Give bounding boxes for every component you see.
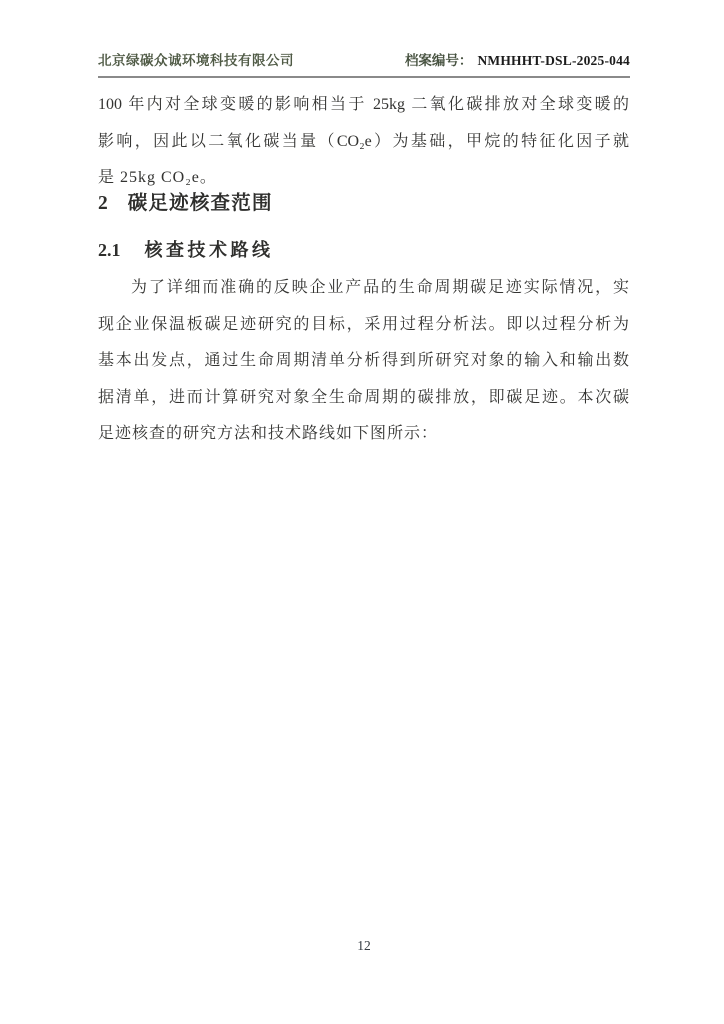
paragraph-line: 100 年内对全球变暖的影响相当于 25kg 二氧化碳排放对全球变暖的 bbox=[98, 96, 629, 113]
file-number-value: NMHHHT-DSL-2025-044 bbox=[477, 53, 630, 68]
paragraph-gwp bbox=[98, 87, 629, 197]
subsection-heading-title: 核查技术路线 bbox=[144, 240, 274, 260]
paragraph-line: 现企业保温板碳足迹研究的目标，采用过程分析法。即以过程分析为 bbox=[98, 315, 629, 333]
subsection-heading-number: 2.1 bbox=[98, 240, 121, 260]
paragraph-line: 影响，因此以二氧化碳当量（CO₂e）为基础，甲烷的特征化因子就 bbox=[98, 132, 629, 150]
company-name: 北京绿碳众诚环境科技有限公司 bbox=[98, 53, 294, 68]
paragraph-line: 是 25kg CO₂e。 bbox=[98, 169, 217, 187]
paragraph-line: 足迹核查的研究方法和技术路线如下图所示： bbox=[98, 425, 439, 443]
paragraph-line: 据清单，进而计算研究对象全生命周期的碳排放，即碳足迹。本次碳 bbox=[98, 388, 629, 406]
section-heading-2 bbox=[98, 191, 629, 217]
file-number-group bbox=[405, 49, 630, 69]
section-heading-number: 2 bbox=[98, 193, 108, 214]
paragraph-methodology bbox=[98, 270, 629, 453]
page-number: 12 bbox=[357, 938, 371, 953]
section-heading-title: 碳足迹核查范围 bbox=[127, 193, 273, 214]
paragraph-line: 基本出发点，通过生命周期清单分析得到所研究对象的输入和输出数 bbox=[98, 352, 629, 370]
subsection-heading-2-1 bbox=[98, 238, 629, 263]
paragraph-line: 为了详细而准确的反映企业产品的生命周期碳足迹实际情况，实 bbox=[131, 279, 629, 296]
page-header bbox=[98, 49, 630, 78]
file-number-label: 档案编号： bbox=[404, 53, 473, 68]
